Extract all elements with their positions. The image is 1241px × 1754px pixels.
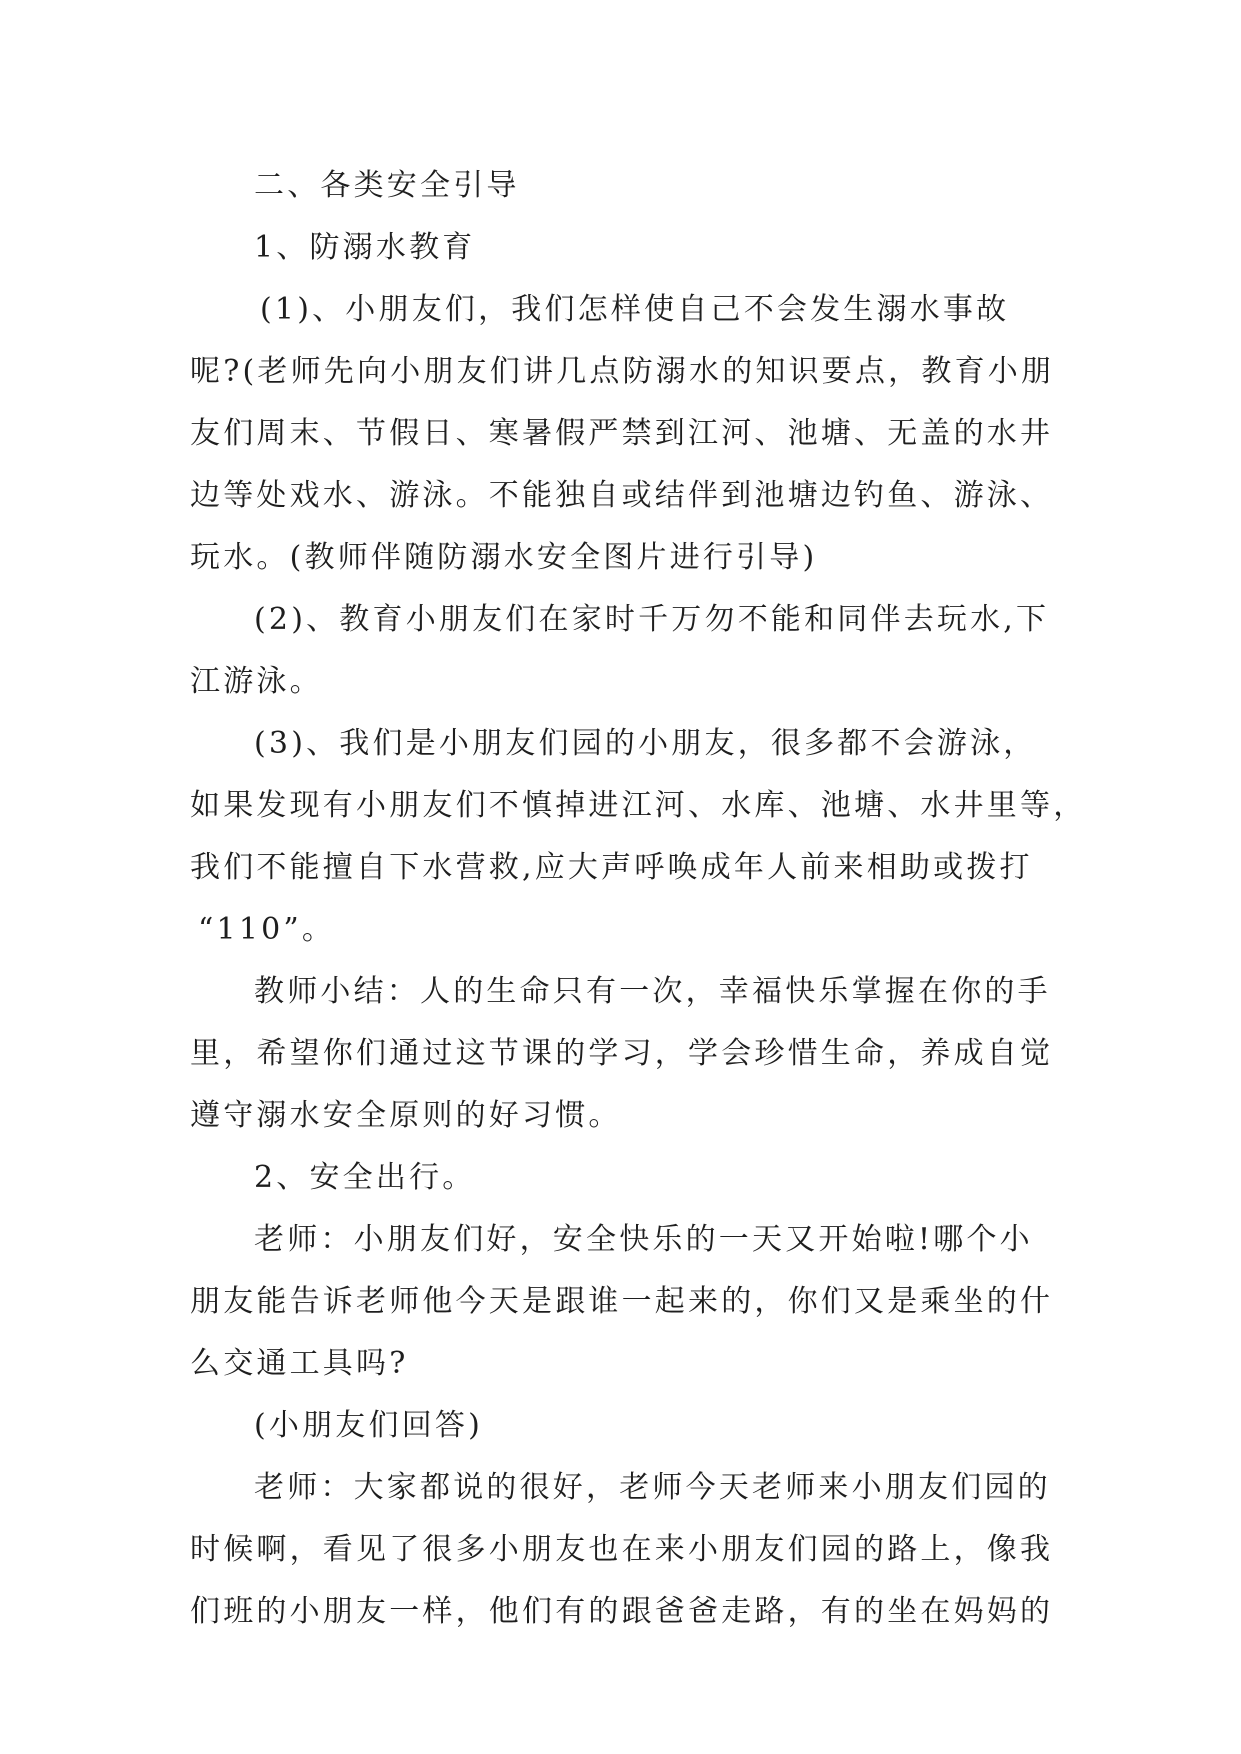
paragraph-line: “110”。	[198, 912, 336, 947]
paragraph-line: 江游泳。	[190, 664, 323, 699]
paragraph-line: 教师小结：人的生命只有一次，幸福快乐掌握在你的手	[254, 974, 1051, 1009]
paragraph-line: 们班的小朋友一样，他们有的跟爸爸走路，有的坐在妈妈的	[190, 1594, 1054, 1629]
document-body	[190, 155, 1087, 1643]
paragraph-line: 里，希望你们通过这节课的学习，学会珍惜生命，养成自觉	[190, 1036, 1054, 1071]
paragraph-line: 呢?(老师先向小朋友们讲几点防溺水的知识要点，教育小朋	[190, 354, 1055, 389]
paragraph-line: (1)、小朋友们，我们怎样使自己不会发生溺水事故	[260, 292, 1010, 327]
paragraph-line: (2)、教育小朋友们在家时千万勿不能和同伴去玩水,下	[254, 602, 1050, 637]
paragraph-line: (小朋友们回答)	[254, 1408, 484, 1443]
subsection-heading: 2、安全出行。	[254, 1160, 476, 1195]
paragraph-line: 朋友能告诉老师他今天是跟谁一起来的，你们又是乘坐的什	[190, 1284, 1054, 1319]
subsection-heading: 1、防溺水教育	[254, 230, 476, 265]
paragraph-line: 我们不能擅自下水营救,应大声呼唤成年人前来相助或拨打	[190, 850, 1033, 885]
paragraph-line: 如果发现有小朋友们不慎掉进江河、水库、池塘、水井里等，	[190, 788, 1087, 823]
paragraph-line: 么交通工具吗?	[190, 1346, 409, 1381]
paragraph-line: 时候啊，看见了很多小朋友也在来小朋友们园的路上，像我	[190, 1532, 1054, 1567]
paragraph-line: (3)、我们是小朋友们园的小朋友，很多都不会游泳，	[254, 726, 1037, 761]
paragraph-line: 遵守溺水安全原则的好习惯。	[190, 1098, 622, 1133]
paragraph-line: 友们周末、节假日、寒暑假严禁到江河、池塘、无盖的水井	[190, 416, 1054, 451]
paragraph-line: 老师：小朋友们好，安全快乐的一天又开始啦!哪个小	[254, 1222, 1033, 1257]
paragraph-line: 老师：大家都说的很好，老师今天老师来小朋友们园的	[254, 1470, 1051, 1505]
paragraph-line: 边等处戏水、游泳。不能独自或结伴到池塘边钓鱼、游泳、	[190, 478, 1054, 513]
paragraph-line: 玩水。(教师伴随防溺水安全图片进行引导)	[190, 540, 818, 575]
section-heading: 二、各类安全引导	[254, 168, 520, 203]
